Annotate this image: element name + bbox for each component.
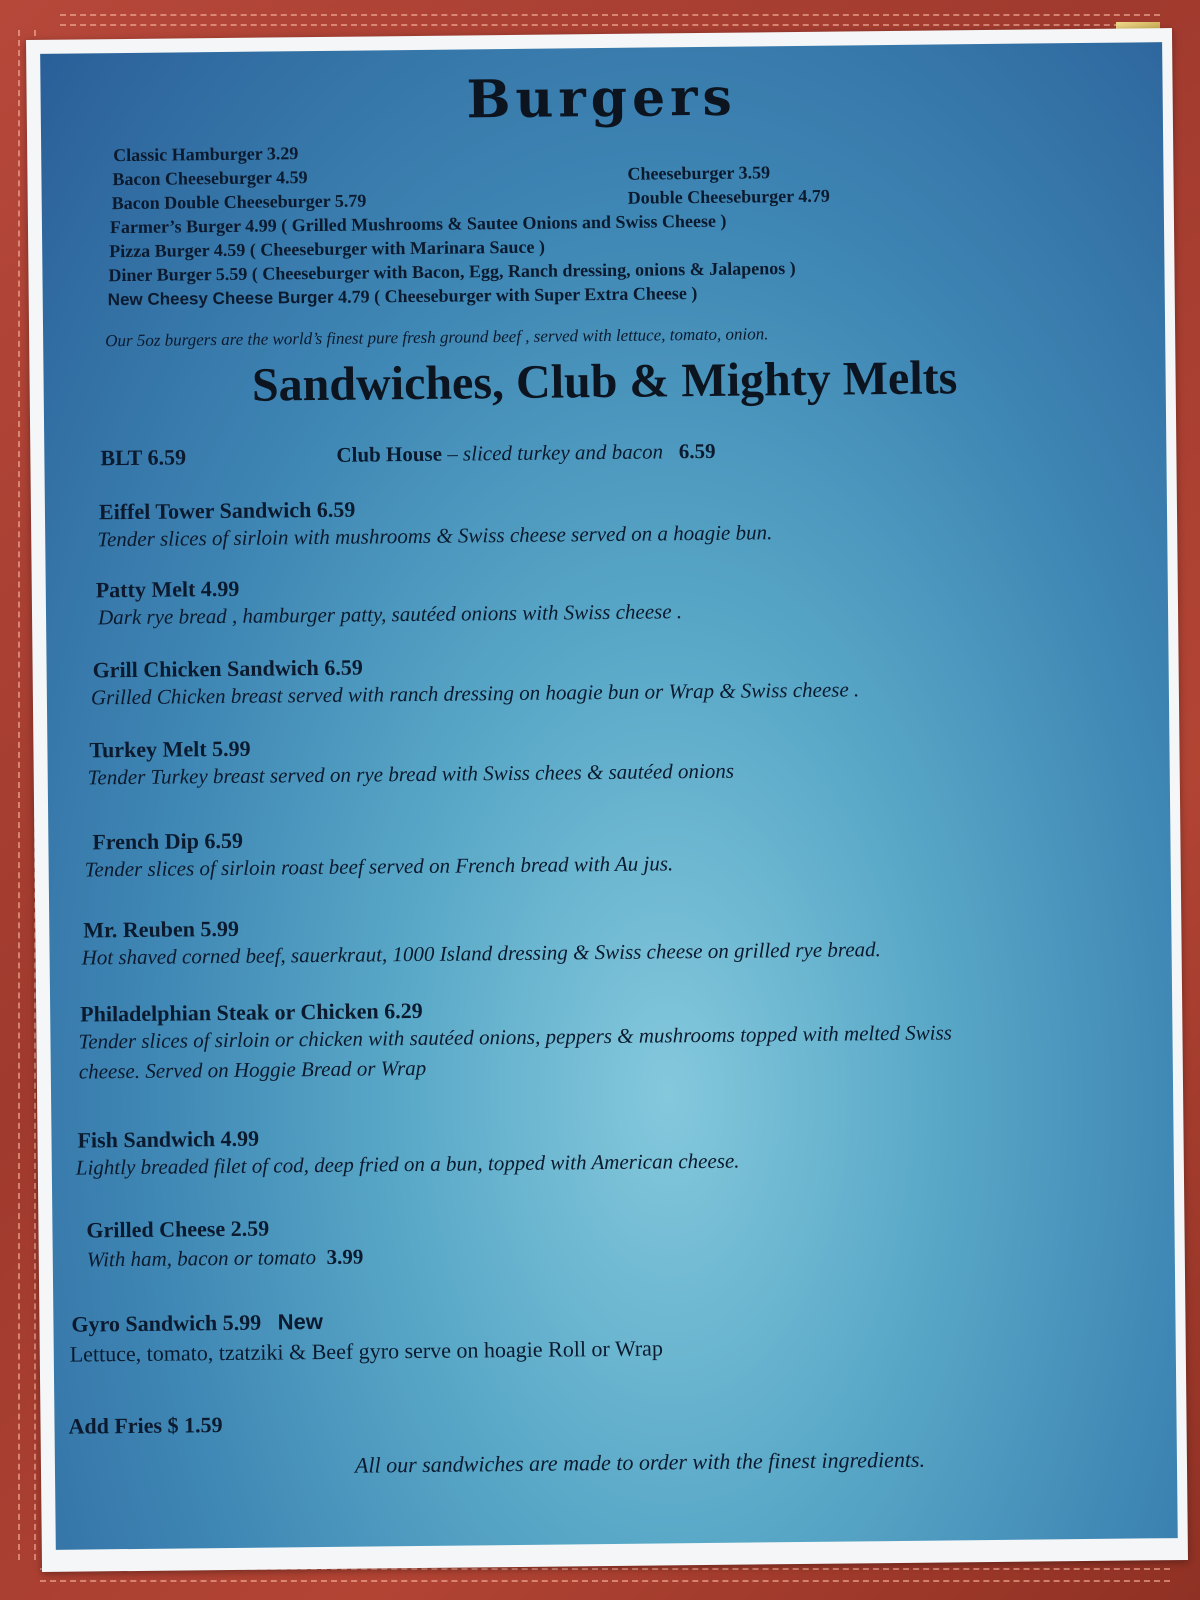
burger-item: Classic Hamburger 3.29 [113,143,299,166]
menu-page [40,42,1178,1550]
grilled-cheese-extras: With ham, bacon or tomato [86,1245,317,1272]
sandwich-desc: Tender slices of sirloin or chicken with sautéed onions, peppers & mushrooms topped with melted Swiss [78,1020,953,1054]
sandwich-name: Fish Sandwich 4.99 [77,1125,260,1153]
sandwich-name: Patty Melt 4.99 [95,575,240,603]
club-name: Club House [336,441,443,467]
burger-item-right: Double Cheeseburger 4.79 [627,185,830,208]
sandwich-desc [87,1245,364,1273]
burgers-heading: Burgers [466,66,738,131]
stitching-top [60,14,1160,16]
gyro-name: Gyro Sandwich 5.99 [71,1309,262,1337]
burger-item: Bacon Cheeseburger 4.59 [112,167,308,190]
new-burger-label: New Cheesy Cheese Burger [107,287,334,310]
sandwich-desc-cont: cheese. Served on Hoggie Bread or Wrap [78,1055,427,1084]
burger-item-right: Cheeseburger 3.59 [627,162,771,184]
menu-sheet [26,28,1188,1572]
club-price: 6.59 [678,438,716,464]
sandwich-club [336,439,715,468]
sandwich-blt: BLT 6.59 [100,444,187,471]
stitching-left [18,30,20,1560]
burgers-note: Our 5oz burgers are the world’s finest pure fresh ground beef , served with lettuce, tomato, onion. [105,324,769,351]
sandwich-desc: Dark rye bread , hamburger patty, sautéed onions with Swiss cheese . [97,599,683,630]
sandwich-desc: Grilled Chicken breast served with ranch dressing on hoagie bun or Wrap & Swiss cheese . [90,677,860,710]
burger-item: Pizza Burger 4.59 ( Cheeseburger with Marinara Sauce ) [109,236,546,262]
burger-item: Farmer’s Burger 4.99 ( Grilled Mushrooms & Sautee Onions and Swiss Cheese ) [109,210,727,238]
sandwich-gyro [71,1309,323,1338]
sandwich-name: Grill Chicken Sandwich 6.59 [92,654,363,683]
sandwich-name: French Dip 6.59 [92,827,244,855]
stitching-top-inner [60,24,1160,26]
burger-item: Bacon Double Cheeseburger 5.79 [111,190,367,214]
sandwich-name: Eiffel Tower Sandwich 6.59 [98,496,356,525]
sandwich-desc: Tender slices of sirloin with mushrooms & Swiss cheese served on a hoagie bun. [97,520,773,552]
sandwich-desc: Tender slices of sirloin roast beef served on French bread with Au jus. [84,851,674,882]
sandwich-name: Turkey Melt 5.99 [89,735,251,763]
new-burger-detail: 4.79 ( Cheeseburger with Super Extra Cheese ) [333,283,698,307]
sandwich-desc: Lettuce, tomato, tzatziki & Beef gyro serve on hoagie Roll or Wrap [69,1335,664,1367]
footer-note: All our sandwiches are made to order with the finest ingredients. [354,1446,926,1478]
sandwiches-heading: Sandwiches, Club & Mighty Melts [251,351,958,412]
sandwich-desc: Lightly breaded filet of cod, deep fried on a bun, topped with American cheese. [75,1148,740,1180]
sandwich-desc: Hot shaved corned beef, sauerkraut, 1000 Island dressing & Swiss cheese on grilled rye bread. [81,937,881,970]
grilled-cheese-extras-price: 3.99 [326,1244,364,1269]
stitching-bottom [40,1580,1170,1582]
gyro-new-badge: New [277,1309,324,1335]
club-desc: – sliced turkey and bacon [441,439,664,466]
sandwich-name: Grilled Cheese 2.59 [86,1215,270,1243]
sandwich-name: Philadelphian Steak or Chicken 6.29 [80,997,423,1027]
burger-item-new [108,283,698,310]
sandwich-desc: Tender Turkey breast served on rye bread with Swiss chees & sautéed onions [87,758,735,790]
add-fries: Add Fries $ 1.59 [68,1412,223,1439]
burger-item: Diner Burger 5.59 ( Cheeseburger with Bacon, Egg, Ranch dressing, onions & Jalapenos ) [108,257,796,286]
sandwich-name: Mr. Reuben 5.99 [83,915,240,943]
